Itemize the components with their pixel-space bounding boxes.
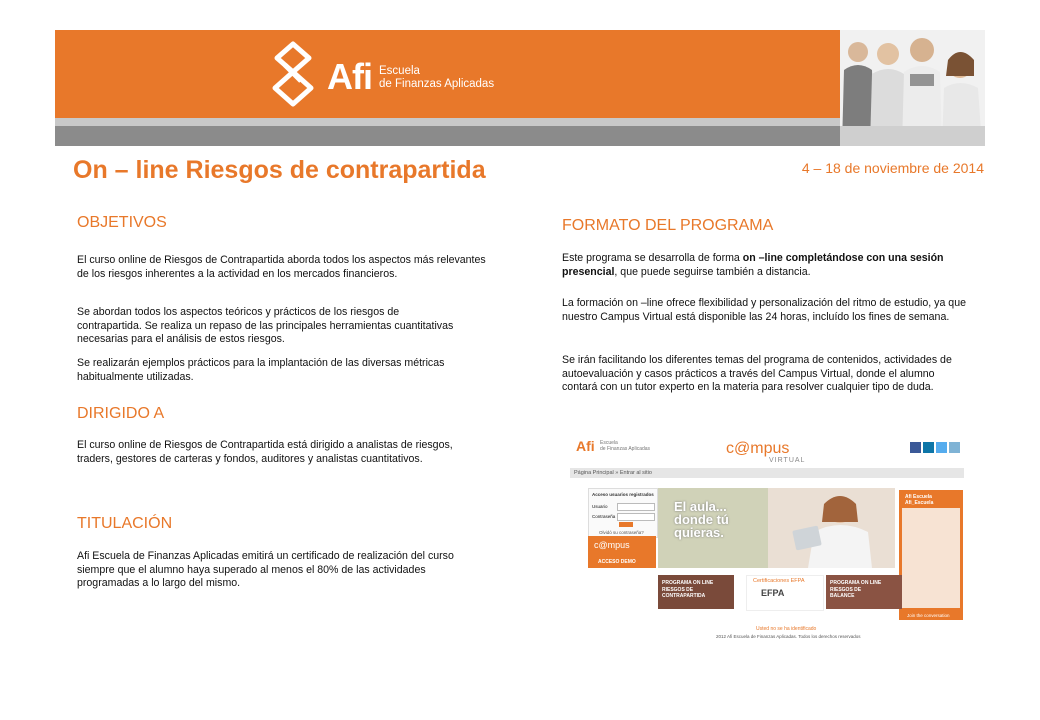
user-input[interactable] bbox=[617, 503, 655, 511]
twitter-feed-body bbox=[902, 508, 960, 608]
objetivos-paragraph-2: Se abordan todos los aspectos teóricos y prácticos de los riesgos de contrapartida. Se realiza un repaso de las principales herramientas cuantitativas necesarias para el análisis de estos riesgos. bbox=[77, 306, 454, 345]
campus-topbar bbox=[566, 430, 966, 466]
hero-text: El aula... donde tú quieras. bbox=[674, 499, 729, 540]
promo-card-balance[interactable]: PROGRAMA ON LINE RIESGOS DE BALANCE bbox=[826, 575, 902, 609]
promo-card-efpa[interactable] bbox=[746, 575, 824, 611]
campus-copyright: 2012 Afi Escuela de Finanzas Aplicadas. Todos los derechos reservados bbox=[716, 634, 861, 639]
share-icon[interactable] bbox=[949, 442, 960, 453]
demo-access-button[interactable] bbox=[588, 536, 656, 568]
twitter-feed-footer[interactable]: Join the conversation bbox=[907, 613, 950, 618]
cert-heading: Certificaciones EFPA bbox=[753, 578, 805, 584]
campus-logo-subtitle: VIRTUAL bbox=[769, 457, 806, 464]
formato-heading: FORMATO DEL PROGRAMA bbox=[562, 217, 774, 234]
objetivos-paragraph-1: El curso online de Riesgos de Contrapartida aborda todos los aspectos más relevantes de los riesgos inherentes a la actividad en los mercados financieros. bbox=[77, 254, 486, 280]
objetivos-paragraph-3: Se realizarán ejemplos prácticos para la implantación de las diversas métricas habitualmente utilizadas. bbox=[77, 357, 445, 383]
brand-subtitle: Escuela de Finanzas Aplicadas bbox=[379, 65, 495, 90]
efpa-logo: EFPA bbox=[761, 588, 785, 598]
dirigido-heading: DIRIGIDO A bbox=[77, 405, 165, 422]
people-photo bbox=[840, 30, 985, 146]
twitter-feed bbox=[899, 490, 963, 620]
formato-paragraph-3: Se irán facilitando los diferentes temas del programa de contenidos, actividades de autoevaluación y casos prácticos a través del Campus Virtual, donde el alumno contará con un tutor experto en la materia para resolver cualquier tipo de duda. bbox=[562, 354, 952, 393]
campus-virtual-screenshot bbox=[566, 430, 966, 640]
password-label: Contraseña bbox=[592, 514, 616, 519]
campus-afi-logo: Afi bbox=[576, 438, 595, 454]
titulacion-heading: TITULACIÓN bbox=[77, 515, 173, 532]
objetivos-heading: OBJETIVOS bbox=[77, 214, 167, 231]
forgot-password-link[interactable]: Olvidó su contraseña? bbox=[599, 530, 644, 535]
page-title: On – line Riesgos de contrapartida bbox=[73, 156, 486, 184]
campus-breadcrumb: Página Principal » Entrar al sitio bbox=[570, 468, 964, 478]
afi-logo-icon bbox=[267, 38, 319, 110]
formato-paragraph-1: Este programa se desarrolla de forma on –line completándose con una sesión presencial, que puede seguirse también a distancia. bbox=[562, 252, 944, 278]
campus-logo: c@mpus bbox=[726, 440, 790, 457]
campus-hero-banner bbox=[658, 488, 895, 568]
campus-afi-subtitle: Escuela de Finanzas Aplicadas bbox=[600, 440, 651, 452]
campus-login-status: Usted no se ha identificado bbox=[756, 626, 817, 632]
student-photo bbox=[776, 492, 891, 568]
user-label: Usuario bbox=[592, 504, 608, 509]
formato-paragraph-2: La formación on –line ofrece flexibilidad y personalización del ritmo de estudio, ya que nuestro Campus Virtual está disponible las 24 horas, incluído los fines de semana. bbox=[562, 297, 966, 323]
login-title: Acceso usuarios registrados bbox=[592, 492, 654, 497]
facebook-icon[interactable] bbox=[910, 442, 921, 453]
password-input[interactable] bbox=[617, 513, 655, 521]
header-banner bbox=[55, 30, 985, 146]
linkedin-icon[interactable] bbox=[923, 442, 934, 453]
course-date: 4 – 18 de noviembre de 2014 bbox=[801, 160, 984, 176]
login-button[interactable] bbox=[619, 522, 633, 527]
demo-label: ACCESO DEMO bbox=[598, 559, 636, 565]
demo-logo: c@mpus bbox=[594, 540, 630, 550]
promo-card-contrapartida[interactable]: PROGRAMA ON LINE RIESGOS DE CONTRAPARTIDA bbox=[658, 575, 734, 609]
titulacion-paragraph: Afi Escuela de Finanzas Aplicadas emitirá un certificado de realización del curso siempre que el alumno haya superado al menos el 80% de las actividades programadas a lo largo del mismo. bbox=[77, 550, 454, 589]
dirigido-paragraph: El curso online de Riesgos de Contrapartida está dirigido a analistas de riesgos, traders, gestores de carteras y fondos, auditores y analistas cuantitativos. bbox=[77, 439, 453, 465]
campus-login-box bbox=[588, 488, 658, 538]
twitter-icon[interactable] bbox=[936, 442, 947, 453]
twitter-feed-header: Afi Escuela Afi_Escuela bbox=[905, 494, 934, 506]
brand-name: Afi bbox=[327, 56, 372, 97]
